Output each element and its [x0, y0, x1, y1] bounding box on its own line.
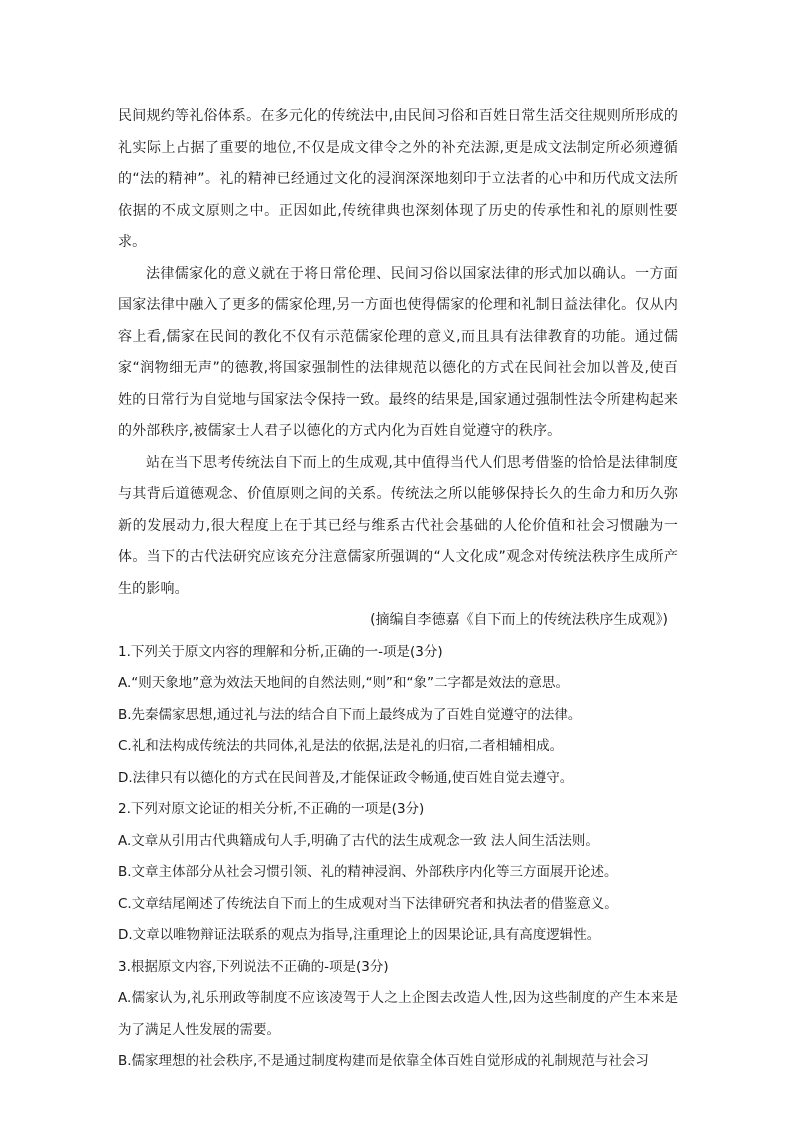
article-source: (摘编自李德嘉《自下而上的传统法秩序生成观》) — [370, 612, 668, 628]
article-paragraph-2: 法律儒家化的意义就在于将日常伦理、民间习俗以国家法律的形式加以确认。一方面国家法律中融入了更多的儒家伦理,另一方面也使得儒家的伦理和礼制日益法律化。仅从内容上看,儒家在民间的教化不仅有示范儒家伦理的意义,而且具有法律教育的功能。通过儒家“润物细无声”的德教,将国家强制性的法律规范以德化的方式在民间社会加以普及,使百姓的日常行为自觉地与国家法令保持一致。最终的结果是,国家通过强制性法令所建构起来的外部秩序,被儒家士人君子以德化的方式内化为百姓自觉遵守的秩序。 — [118, 265, 678, 439]
question-1 — [118, 637, 678, 795]
question-3 — [118, 952, 678, 1078]
question-1-option-a: A.“则天象地”意为效法天地间的自然法则,“则”和“象”二字都是效法的意思。 — [118, 675, 570, 691]
question-2-option-d: D.文章以唯物辩证法联系的观点为指导,注重理论上的因果论证,具有高度逻辑性。 — [118, 927, 601, 943]
question-2-option-b: B.文章主体部分从社会习惯引领、礼的精神浸润、外部秩序内化等三方面展开论述。 — [118, 864, 618, 880]
question-3-option-b: B.儒家理想的社会秩序,不是通过制度构建而是依靠全体百姓自觉形成的礼制规范与社会习 — [118, 1053, 649, 1069]
question-2-title: 2.下列对原文论证的相关分析,不正确的一项是(3分) — [118, 801, 425, 817]
question-3-option-a: A.儒家认为,礼乐刑政等制度不应该凌驾于人之上企图去改造人性,因为这些制度的产生本来是为了满足人性发展的需要。 — [118, 990, 678, 1038]
question-1-title: 1.下列关于原文内容的理解和分析,正确的一-项是(3分) — [118, 643, 443, 660]
article-paragraph-3: 站在当下思考传统法自下而上的生成观,其中值得当代人们思考借鉴的恰恰是法律制度与其背后道德观念、价值原则之间的关系。传统法之所以能够保持长久的生命力和历久弥新的发展动力,很大程度上在于其已经与维系古代社会基础的人伦价值和社会习惯融为一体。当下的古代法研究应该充分注意儒家所强调的“人文化成”观念对传统法秩序生成所产生的影响。 — [118, 454, 678, 597]
question-1-option-b: B.先秦儒家思想,通过礼与法的结合自下而上最终成为了百姓自觉遵守的法律。 — [118, 706, 582, 723]
question-1-option-d: D.法律只有以德化的方式在民间普及,才能保证政令畅通,使百姓自觉去遵守。 — [118, 769, 574, 786]
question-2-option-c: C.文章结尾阐述了传统法自下而上的生成观对当下法律研究者和执法者的借鉴意义。 — [118, 895, 618, 912]
question-1-option-c: C.礼和法构成传统法的共同体,礼是法的依据,法是礼的归宿,二者相辅相成。 — [118, 738, 564, 754]
article-paragraph-1: 民间规约等礼俗体系。在多元化的传统法中,由民间习俗和百姓日常生活交往规则所形成的礼实际上占据了重要的地位,不仅是成文律令之外的补充法源,更是成文法制定所必须遵循的“法的精神”。礼的精神已经通过文化的浸润深深地刻印于立法者的心中和历代成文法所依据的不成文原则之中。正因如此,传统律典也深刻体现了历史的传承性和礼的原则性要求。 — [118, 108, 678, 250]
question-3-title: 3.根据原文内容,下列说法不正确的-项是(3分) — [118, 958, 389, 975]
question-2-option-a: A.文章从引用古代典籍成句人手,明确了古代的法生成观念一致 法人间生活法则。 — [118, 832, 599, 849]
document-content — [118, 101, 678, 1078]
question-2 — [118, 794, 678, 952]
